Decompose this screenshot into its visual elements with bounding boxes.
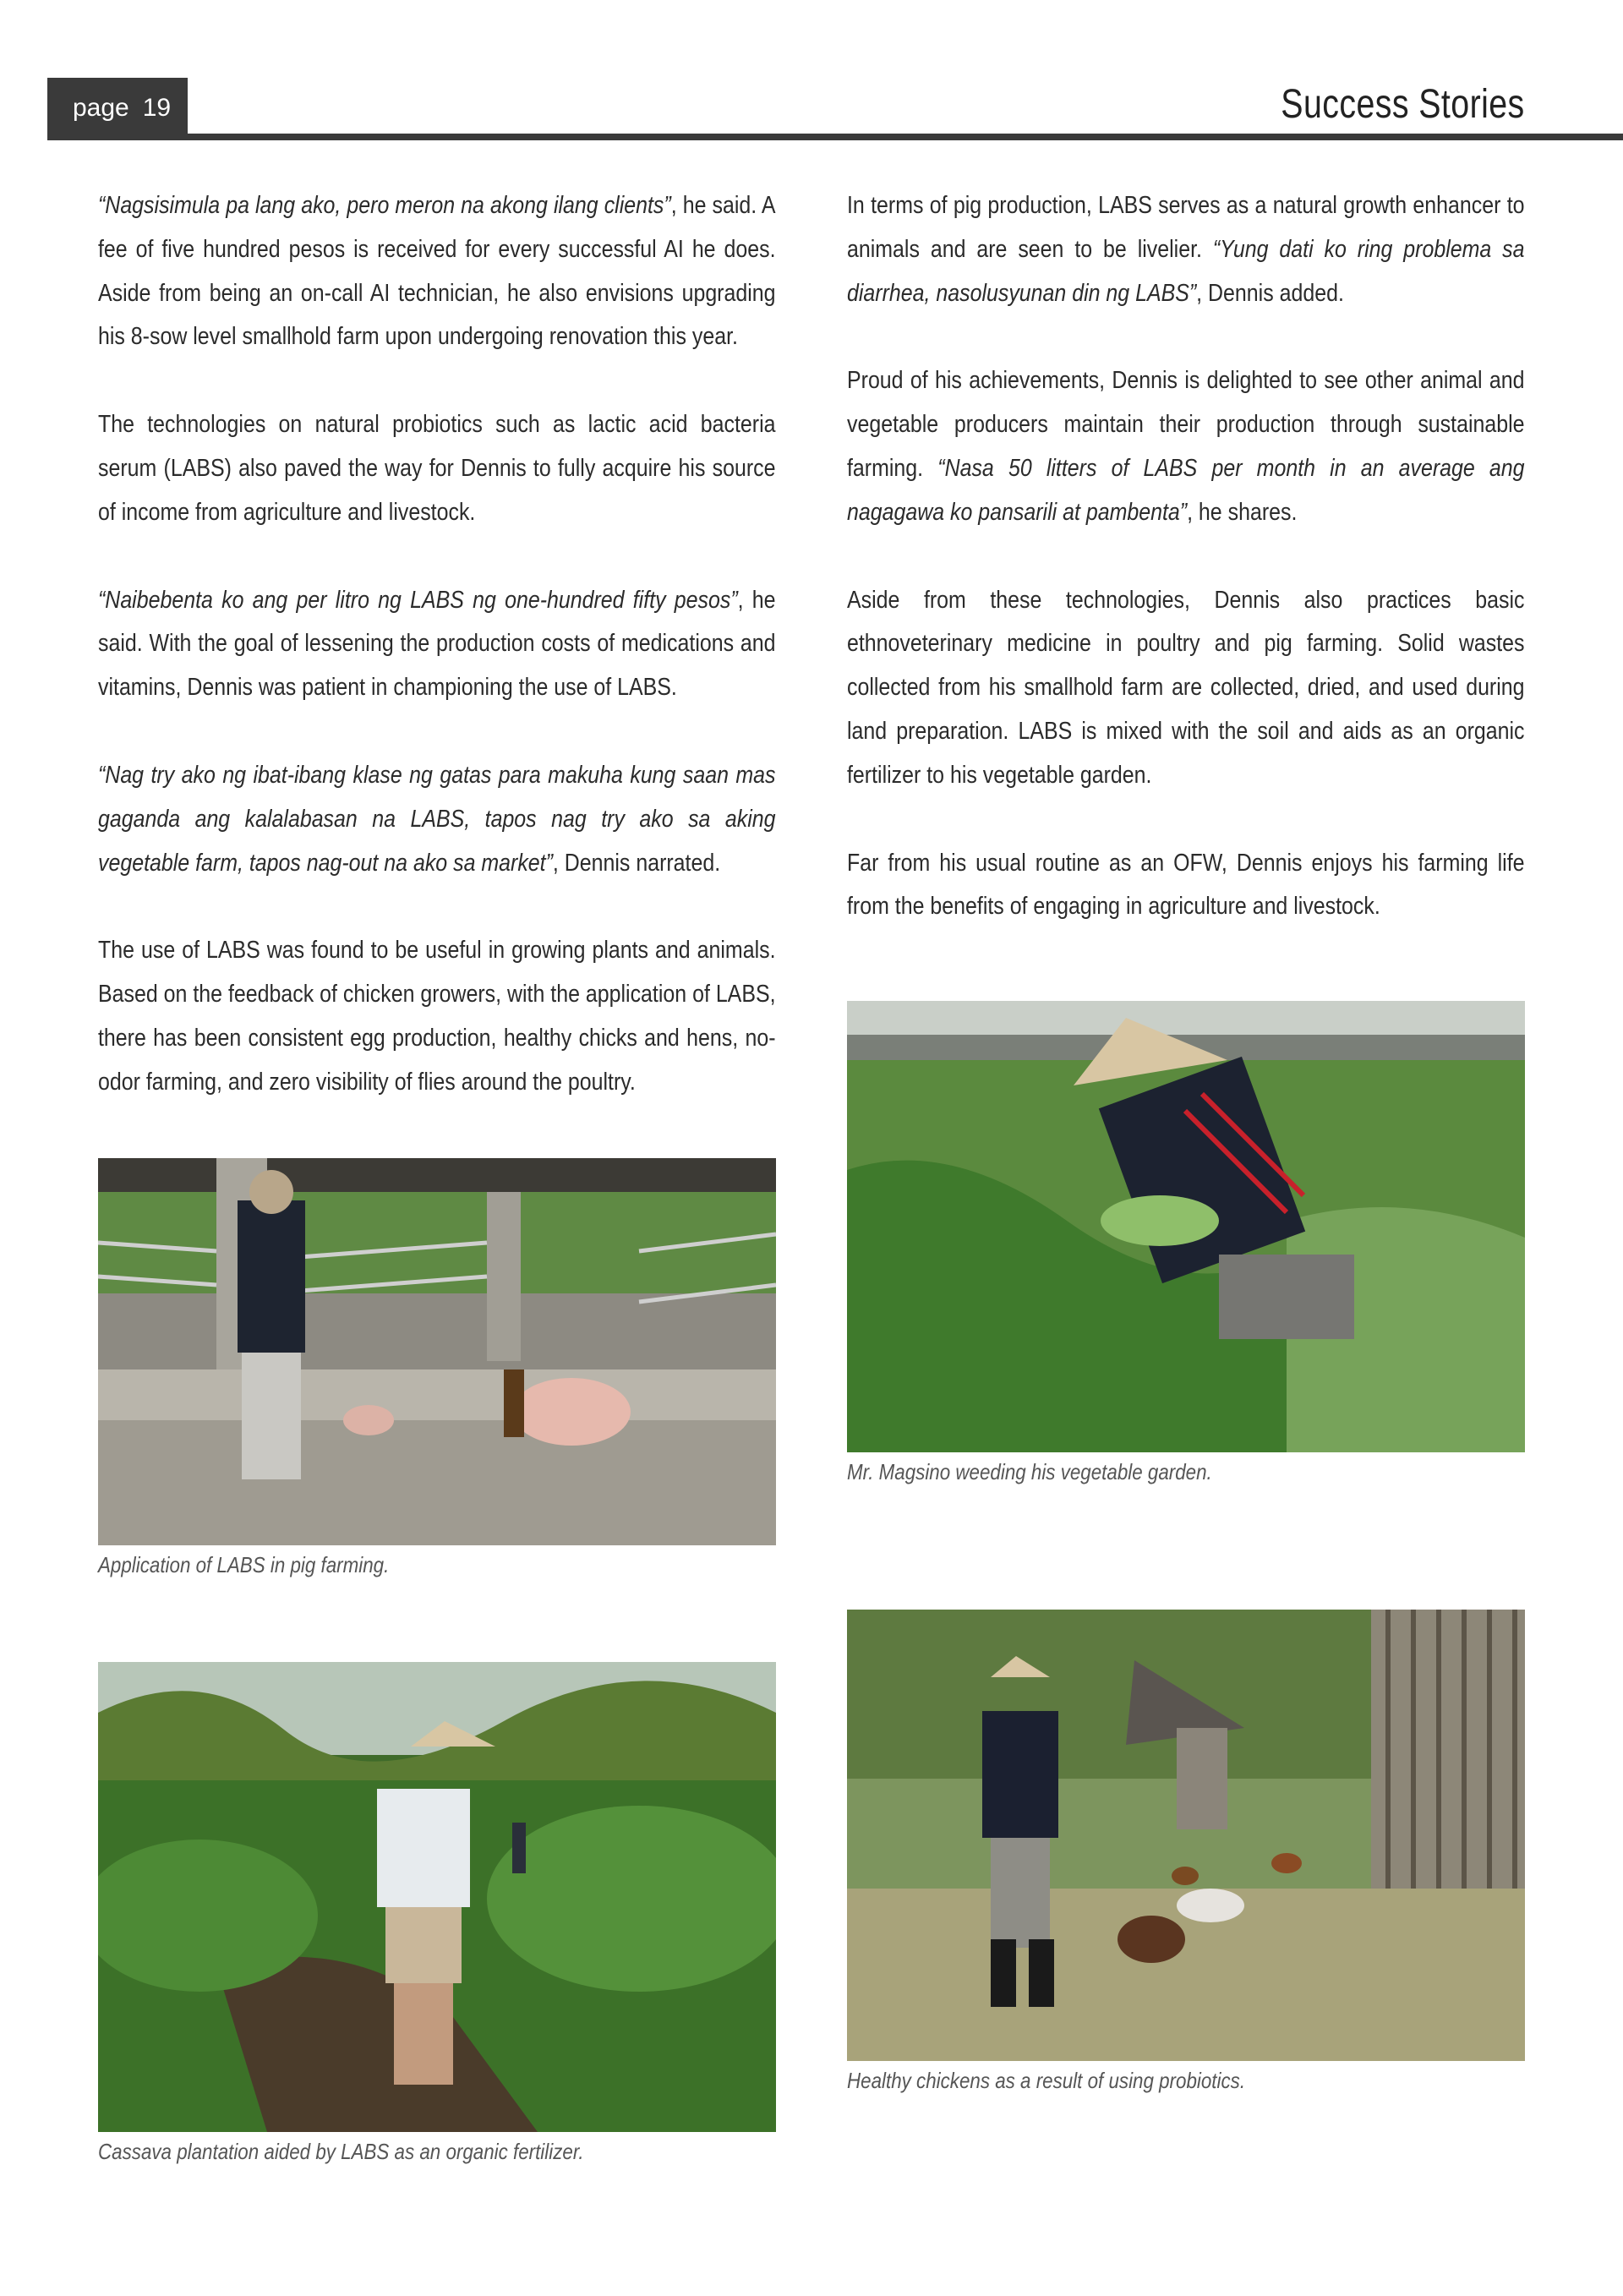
paragraph: In terms of pig production, LABS serves as a natural growth enhancer to animals and are seen to be livelier. “Yung dati ko ring problema sa diarrhea, nasolusyunan din ng LABS”, Dennis added. <box>847 192 1525 307</box>
page-label: page <box>73 94 129 122</box>
header-rule <box>47 134 1623 140</box>
pig-farming-photo <box>98 1158 776 1545</box>
paragraph: Far from his usual routine as an OFW, Dennis enjoys his farming life from the benefits of engaging in agriculture and livestock. <box>847 849 1525 921</box>
paragraph: “Naibebenta ko ang per litro ng LABS ng one-hundred fifty pesos”, he said. With the goal of lessening the production costs of medications and vitamins, Dennis was patient in championing the use of LABS. <box>98 586 776 702</box>
paragraph: “Nag try ako ng ibat-ibang klase ng gatas para makuha kung saan mas gaganda ang kalalabasan na LABS, tapos nag try ako sa aking vegetable farm, tapos nag-out na ako sa market”, Dennis narrated. <box>98 761 776 877</box>
chickens-caption: Healthy chickens as a result of using probiotics. <box>847 2068 1246 2093</box>
left-column <box>98 184 776 1149</box>
paragraph: Aside from these technologies, Dennis also practices basic ethnoveterinary medicine in poultry and pig farming. Solid wastes collected from his smallhold farm are collected, dried, and used during land preparation. LABS is mixed with the soil and aids as an organic fertilizer to his vegetable garden. <box>847 586 1525 789</box>
paragraph: Proud of his achievements, Dennis is delighted to see other animal and vegetable producers maintain their production through sustainable farming. “Nasa 50 litters of LABS per month in an average ang nagagawa ko pansarili at pambenta”, he shares. <box>847 367 1525 526</box>
pig-farming-caption: Application of LABS in pig farming. <box>98 1552 390 1577</box>
weeding-photo <box>847 1001 1525 1452</box>
cassava-photo <box>98 1662 776 2132</box>
cassava-caption: Cassava plantation aided by LABS as an organic fertilizer. <box>98 2139 584 2164</box>
paragraph: The use of LABS was found to be useful in growing plants and animals. Based on the feedback of chicken growers, with the application of LABS, there has been consistent egg production, healthy chicks and hens, no-odor farming, and zero visibility of flies around the poultry. <box>98 937 776 1096</box>
weeding-caption: Mr. Magsino weeding his vegetable garden. <box>847 1459 1212 1484</box>
right-column <box>847 184 1525 973</box>
section-title: Success Stories <box>1281 82 1525 127</box>
paragraph: “Nagsisimula pa lang ako, pero meron na akong ilang clients”, he said. A fee of five hundred pesos is received for every successful AI he does. Aside from being an on-call AI technician, he also envisions upgrading his 8-sow level smallhold farm upon undergoing renovation this year. <box>98 192 776 351</box>
paragraph: The technologies on natural probiotics such as lactic acid bacteria serum (LABS) also paved the way for Dennis to fully acquire his source of income from agriculture and livestock. <box>98 411 776 526</box>
page-number: 19 <box>142 94 172 122</box>
page-number-tab <box>47 78 188 139</box>
chickens-photo <box>847 1610 1525 2061</box>
